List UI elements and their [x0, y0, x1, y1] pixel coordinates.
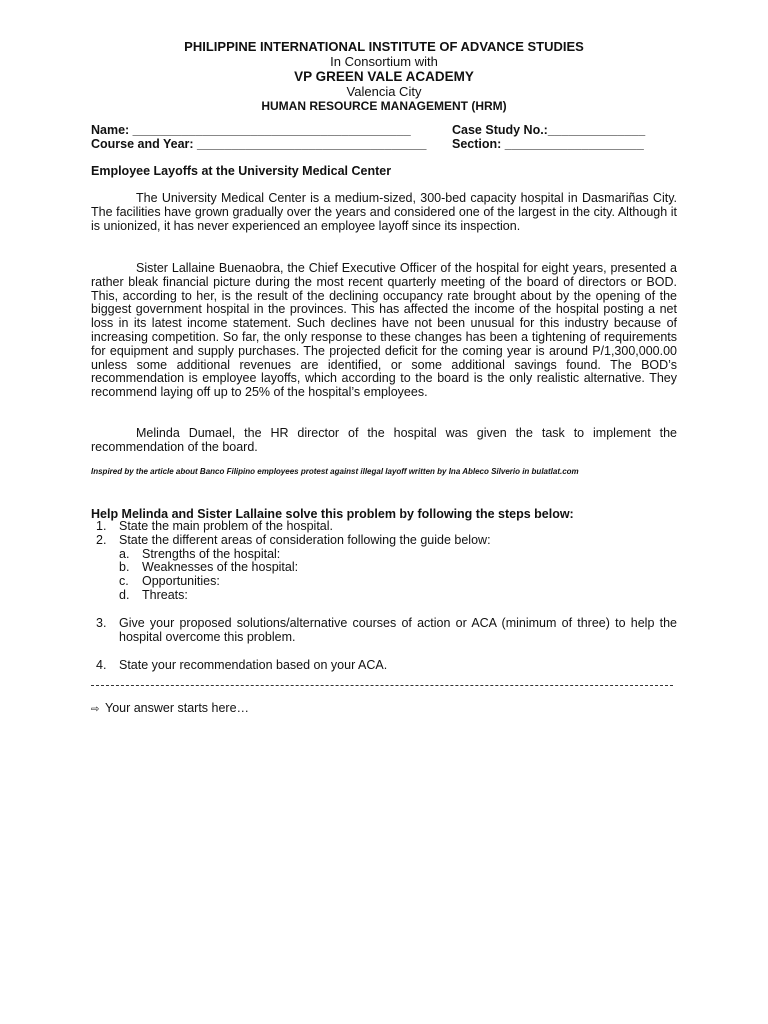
sub-item-letter: c. [119, 574, 129, 589]
field-row [91, 123, 691, 137]
step-text: State your recommendation based on your ACA. [119, 658, 388, 672]
step-item [96, 520, 677, 534]
sub-item [119, 589, 677, 603]
paragraph-3 [91, 427, 677, 455]
paragraph-text: Sister Lallaine Buenaobra, the Chief Executive Officer of the hospital for eight years, presented a rather bleak financial picture during the most recent quarterly meeting of the board of directors or BOD. This, according to her, is the result of the declining occupancy rate brought about by the opening of the biggest government hospital in the provinces. This has affected the income of the hospital posting a net loss in its latest income statement. Such declines have not been unusual for this industry because of increasing competition. So far, the only response to these changes has been a tightening of requirements for equipment and supply purchases. The projected deficit for the coming year is around P/1,300,000.00 unless some additional revenues are identified, or some additional savings found. The BOD’s recommendation is employee layoffs, which according to the board is the only realistic alternative. They recommend laying off up to 25% of the hospital’s employees. [91, 261, 677, 400]
steps-list [96, 659, 677, 673]
paragraph-1 [91, 192, 677, 233]
sub-item-text: Weaknesses of the hospital: [142, 560, 299, 575]
document-header [0, 39, 768, 114]
institution-name: PHILIPPINE INTERNATIONAL INSTITUTE OF ADVANCE STUDIES [184, 39, 584, 54]
arrow-right-icon: ⇨ [91, 704, 100, 715]
step-number: 4. [96, 658, 107, 672]
steps-list [96, 520, 677, 603]
section-field: Section: ____________________ [452, 137, 644, 151]
step-number: 2. [96, 532, 107, 547]
sub-item [119, 561, 677, 575]
field-row [91, 137, 691, 151]
paragraph-text: The University Medical Center is a medium-sized, 300-bed capacity hospital in Dasmariñas City. The facilities have grown gradually over the years and considered one of the largest in the city. Although it is unionized, it has never experienced an employee layoff since its inspection. [91, 191, 677, 233]
city-name: Valencia City [346, 84, 422, 99]
course-title: HUMAN RESOURCE MANAGEMENT (HRM) [261, 99, 507, 113]
step-item [96, 617, 677, 645]
name-field: Name: ________________________________________ [91, 123, 411, 137]
sub-item-letter: b. [119, 560, 130, 575]
sub-item [119, 548, 677, 562]
answer-text: Your answer starts here… [105, 701, 250, 715]
course-year-field: Course and Year: _________________________________ [91, 137, 427, 151]
academy-name: VP GREEN VALE ACADEMY [294, 69, 474, 84]
sub-item-text: Threats: [142, 587, 188, 602]
student-info-fields [91, 123, 691, 151]
steps-list [96, 617, 677, 645]
step-number: 1. [96, 519, 107, 533]
step-number: 3. [96, 616, 107, 630]
step-item [96, 659, 677, 673]
steps-title: Help Melinda and Sister Lallaine solve this problem by following the steps below: [91, 507, 574, 521]
sub-item-letter: d. [119, 587, 130, 602]
answer-prompt [91, 701, 249, 715]
source-note: Inspired by the article about Banco Filipino employees protest against illegal layoff written by Ina Ableco Silverio in bulatlat.com [91, 467, 579, 476]
sub-item-letter: a. [119, 546, 130, 561]
case-title: Employee Layoffs at the University Medical Center [91, 164, 392, 178]
paragraph-text: Melinda Dumael, the HR director of the hospital was given the task to implement the recommendation of the board. [91, 426, 677, 454]
dashed-divider [91, 685, 673, 686]
step-text: State the main problem of the hospital. [119, 519, 334, 533]
consortium-line: In Consortium with [330, 54, 438, 69]
sub-item-text: Strengths of the hospital: [142, 546, 281, 561]
step-text: State the different areas of consideration following the guide below: [119, 532, 491, 547]
step-item [96, 534, 677, 603]
sub-item [119, 575, 677, 589]
step-text: Give your proposed solutions/alternative courses of action or ACA (minimum of three) to help the hospital overcome this problem. [119, 616, 677, 644]
paragraph-2 [91, 262, 677, 400]
case-study-no-field: Case Study No.:______________ [452, 123, 646, 137]
sub-item-text: Opportunities: [142, 574, 220, 589]
